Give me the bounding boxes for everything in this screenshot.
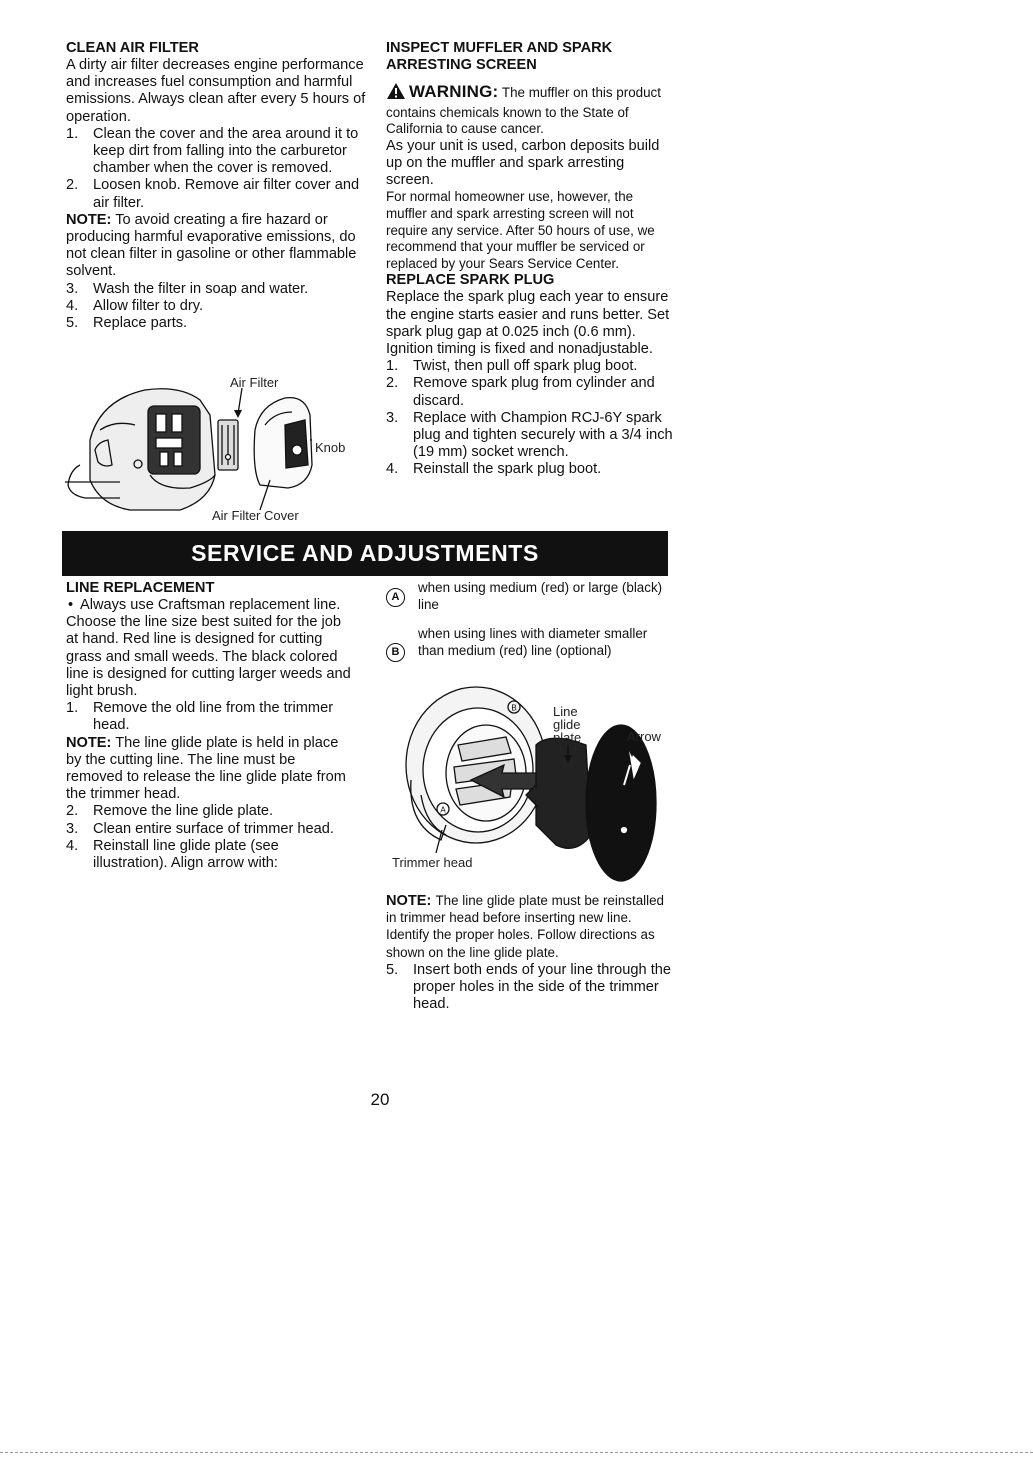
air-filter-cover-label: Air Filter Cover — [212, 508, 299, 523]
clean-air-filter-heading: CLEAN AIR FILTER — [66, 40, 199, 56]
line-note: NOTE: The line glide plate must be reinstalled in trimmer head before inserting new line. Identify the proper holes. Follow directions as shown on the line glide plate. — [386, 893, 664, 960]
line-replacement-steps-a — [66, 700, 356, 734]
list-item: 5. Replace parts. — [66, 315, 188, 332]
warning-text: The muffler on this product contains chemicals known to the State of California to cause cancer. — [386, 85, 661, 137]
line-replacement-bullet: • Always use Craftsman replacement line. — [68, 597, 341, 613]
list-item: 1. Twist, then pull off spark plug boot. — [386, 358, 638, 375]
replace-spark-plug-heading: REPLACE SPARK PLUG — [386, 272, 555, 289]
warning-triangle-icon — [386, 82, 406, 105]
clean-air-filter-steps-a — [66, 126, 366, 212]
marker-a-text: A — [440, 805, 446, 815]
line-replacement-steps-b — [66, 803, 356, 872]
circled-b-icon: B — [386, 643, 405, 662]
list-item: 3. Replace with Champion RCJ-6Y spark plug and tighten securely with a 3/4 inch (19 mm) socket wrench. — [386, 409, 673, 461]
knob-label: Knob — [315, 440, 346, 455]
air-filter-illustration — [60, 370, 370, 530]
align-option-b: B when using lines with diameter smaller than medium (red) line (optional) — [386, 626, 676, 659]
line-note-section — [386, 893, 676, 1013]
trimmer-head-illustration — [386, 685, 676, 890]
list-item: 2. Loosen knob. Remove air filter cover and air filter. — [66, 177, 360, 211]
spark-plug-steps — [386, 358, 676, 478]
list-item: 4. Allow filter to dry. — [66, 297, 204, 314]
line-glide-plate-label: Line glide plate — [553, 704, 582, 745]
list-item: 1. Remove the old line from the trimmer head. — [66, 700, 334, 734]
list-item: 4. Reinstall the spark plug boot. — [386, 461, 602, 478]
clean-air-filter-steps-b — [66, 281, 366, 333]
list-item: 2. Remove the line glide plate. — [66, 803, 274, 820]
page-number: 20 — [370, 1090, 390, 1109]
circled-a-icon: A — [386, 588, 405, 607]
inspect-muffler-heading: INSPECT MUFFLER AND SPARK ARRESTING SCREEN — [386, 40, 613, 73]
line-replacement-section — [66, 580, 356, 872]
list-item: 5. Insert both ends of your line through the proper holes in the side of the trimmer head. — [386, 961, 671, 1013]
warning-block — [386, 82, 676, 138]
muffler-para-2: For normal homeowner use, however, the muffler and spark arresting screen will not require any service. After 50 hours of use, we recommend that your muffler be serviced or replaced by your Sears Service Center. — [386, 189, 655, 271]
list-item: 1. Clean the cover and the area around it to keep dirt from falling into the carburetor chamber when the cover is removed. — [66, 125, 359, 177]
spark-plug-intro: Replace the spark plug each year to ensure the engine starts easier and runs better. Set spark plug gap at 0.025 inch (0.6 mm). Ignition timing is fixed and nonadjustable. — [386, 289, 670, 357]
section-banner: SERVICE AND ADJUSTMENTS — [62, 531, 668, 576]
air-filter-label: Air Filter — [230, 375, 279, 390]
line-note-steps — [386, 962, 676, 1014]
trimmer-head-label: Trimmer head — [392, 855, 473, 870]
marker-b-text: B — [511, 703, 517, 713]
list-item: 2. Remove spark plug from cylinder and discard. — [386, 375, 655, 409]
arrow-label: Arrow — [627, 729, 661, 744]
clean-air-filter-note: NOTE: To avoid creating a fire hazard or producing harmful evaporative emissions, do not clean filter in gasoline or other flammable solvent. — [66, 211, 357, 280]
inspect-muffler-section — [386, 40, 676, 479]
warning-word: WARNING: — [409, 82, 499, 101]
clean-air-filter-section — [66, 40, 366, 332]
line-replacement-heading: LINE REPLACEMENT — [66, 580, 215, 596]
muffler-para-1: As your unit is used, carbon deposits build up on the muffler and spark arresting screen. — [386, 137, 660, 189]
line-replacement-note: NOTE: The line glide plate is held in place by the cutting line. The line must be removed to release the line glide plate from the trimmer head. — [66, 734, 346, 803]
list-item: 3. Clean entire surface of trimmer head. — [66, 820, 334, 837]
list-item: 3. Wash the filter in soap and water. — [66, 280, 309, 297]
list-item: 4. Reinstall line glide plate (see illustration). Align arrow with: — [66, 837, 279, 872]
line-replacement-intro: Choose the line size best suited for the job at hand. Red line is designed for cutting grass and small weeds. The black colored line is designed for cutting larger weeds and light brush. — [66, 614, 351, 700]
page-edge-divider — [0, 1452, 1033, 1453]
align-option-a: A when using medium (red) or large (black) line — [386, 580, 676, 616]
clean-air-filter-intro: A dirty air filter decreases engine performance and increases fuel consumption and harmful emissions. Always clean after every 5 hours of operation. — [66, 57, 366, 125]
align-options — [386, 580, 676, 659]
